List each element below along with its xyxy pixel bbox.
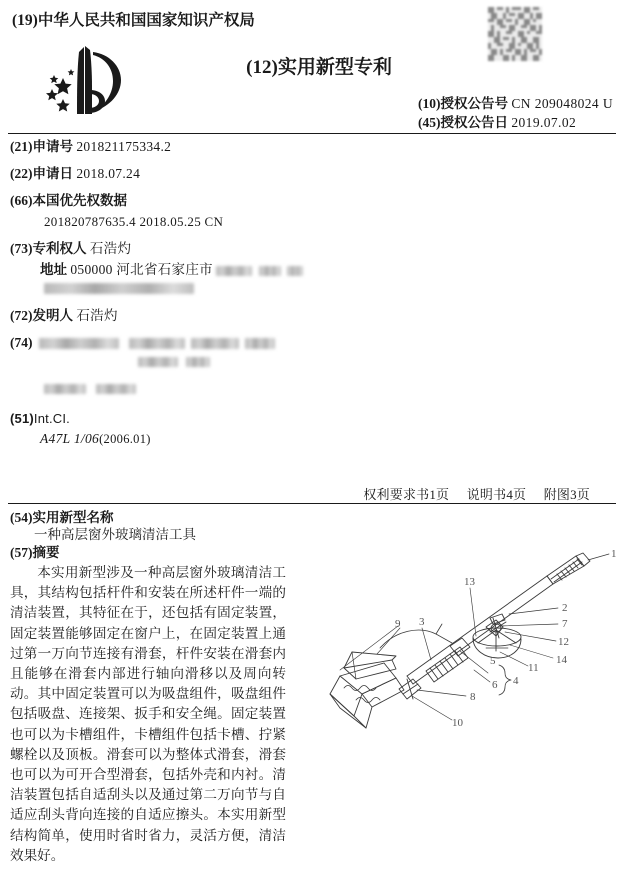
ref-7: 7	[562, 618, 568, 630]
ref-10: 10	[452, 717, 463, 729]
ref-9: 9	[395, 618, 401, 630]
agent-redaction-h	[96, 384, 136, 394]
drawings-page-count: 附图3页	[543, 487, 590, 502]
agent-second-line	[10, 353, 410, 368]
agent-row	[10, 335, 410, 350]
publication-date-line	[418, 111, 576, 131]
agent-redaction-a	[39, 338, 119, 349]
abstract-code: (57)	[10, 545, 33, 560]
description-page-count: 说明书4页	[466, 487, 527, 502]
header-divider	[8, 133, 616, 134]
address-redaction-c	[287, 266, 303, 276]
application-number-label: 申请号	[32, 139, 73, 154]
abstract-label: 摘要	[32, 545, 60, 560]
priority-data-label: 本国优先权数据	[32, 193, 127, 208]
document-type-label: 实用新型专利	[277, 57, 392, 78]
agent-third-line	[10, 380, 410, 395]
ref-6: 6	[492, 679, 498, 691]
issuing-office-line	[12, 8, 255, 30]
application-number-code: (21)	[10, 139, 33, 154]
address-redaction-b	[259, 266, 281, 276]
agent-code: (74)	[10, 335, 33, 350]
office-name: 中华人民共和国国家知识产权局	[37, 12, 255, 29]
page-count-line	[363, 484, 590, 503]
abstract-divider	[8, 503, 616, 504]
address-second-line	[10, 279, 410, 294]
patent-figure	[300, 548, 620, 748]
agent-redaction-e	[138, 357, 178, 367]
int-cl-value-line	[10, 431, 410, 447]
abstract-text: 本实用新型涉及一种高层窗外玻璃清洁工具，其结构包括杆件和安装在所述杆件一端的清洁装置，其特征在于，还包括有固定装置，固定装置能够固定在窗户上，在固定装置上通过第一万向节连接有滑套，杆件安装在滑套内且能够在滑套内部进行轴向滑移以及周向转动。其中固定装置可以为吸盘组件，吸盘组件包括吸盘、连接架、扳手和安全绳。固定装置也可以为卡槽组件，卡槽组件包括卡槽、拧紧螺栓以及顶板。滑套可以为整体式滑套，滑套也可以为可开合型滑套，包括外壳和内衬。清洁装置包括自适刮头以及通过第二万向节与自适应刮头背向连接的自适应擦头。本实用新型结构简单，使用时省时省力，灵活方便，清洁效果好。	[10, 565, 286, 863]
title-label: 实用新型名称	[32, 510, 114, 525]
title-code: (54)	[10, 510, 33, 525]
patentee-label: 专利权人	[32, 241, 87, 256]
int-cl-row	[10, 411, 410, 426]
int-cl-label: Int.CI.	[33, 411, 70, 426]
publication-date-code: (45)	[418, 115, 441, 130]
ref-13: 13	[464, 576, 475, 588]
ref-8: 8	[470, 691, 476, 703]
priority-data-value: 201820787635.4 2018.05.25 CN	[44, 214, 224, 229]
ref-14: 14	[556, 654, 567, 666]
address-redaction-d	[44, 283, 194, 294]
publication-number-code: (10)	[418, 96, 441, 111]
agent-redaction-f	[186, 357, 210, 367]
publication-number-line	[418, 92, 613, 112]
ref-11: 11	[528, 662, 539, 674]
patentee-code: (73)	[10, 241, 33, 256]
document-type-code: (12)	[246, 57, 278, 78]
address-value: 050000 河北省石家庄市	[70, 262, 213, 277]
invention-title: 一种高层窗外玻璃清洁工具	[34, 527, 196, 542]
application-number-row	[10, 139, 410, 154]
ref-4: 4	[513, 675, 519, 687]
inventor-label: 发明人	[32, 308, 73, 323]
int-cl-classification: A47L 1/06	[40, 431, 100, 446]
agent-redaction-b	[129, 338, 185, 349]
agent-redaction-d	[245, 338, 275, 349]
ref-12: 12	[558, 636, 569, 648]
ref-5: 5	[490, 655, 496, 667]
patentee-value: 石浩灼	[89, 241, 132, 256]
title-heading	[10, 509, 310, 526]
publication-number-value: CN 209048024 U	[511, 96, 613, 111]
agent-redaction-c	[191, 338, 239, 349]
office-code: (19)	[12, 12, 38, 29]
figure-reference-numerals	[395, 548, 617, 729]
ref-1: 1	[611, 548, 617, 560]
application-number-value: 201821175334.2	[76, 139, 172, 154]
patentee-row	[10, 241, 410, 256]
address-label: 地址	[40, 262, 67, 277]
claims-page-count: 权利要求书1页	[363, 487, 450, 502]
int-cl-version: (2006.01)	[99, 432, 151, 446]
application-date-label: 申请日	[32, 166, 73, 181]
address-redaction-a	[216, 266, 252, 276]
address-row	[10, 262, 410, 277]
agent-redaction-g	[44, 384, 86, 394]
qr-code	[488, 6, 542, 62]
abstract-heading	[10, 544, 310, 561]
priority-data-row	[10, 193, 410, 208]
bibliographic-block	[10, 139, 410, 447]
priority-data-code: (66)	[10, 193, 33, 208]
application-date-value: 2018.07.24	[76, 166, 141, 181]
application-date-code: (22)	[10, 166, 33, 181]
inventor-row	[10, 308, 410, 323]
inventor-code: (72)	[10, 308, 33, 323]
inventor-value: 石浩灼	[76, 308, 118, 323]
publication-date-value: 2019.07.02	[511, 115, 577, 130]
title-abstract-block	[10, 509, 310, 866]
ref-2: 2	[562, 602, 568, 614]
int-cl-code: (51)	[10, 411, 34, 426]
application-date-row	[10, 166, 410, 181]
ref-3: 3	[419, 616, 425, 628]
abstract-body	[10, 563, 286, 866]
publication-number-label: 授权公告号	[440, 96, 508, 111]
publication-date-label: 授权公告日	[440, 115, 508, 130]
